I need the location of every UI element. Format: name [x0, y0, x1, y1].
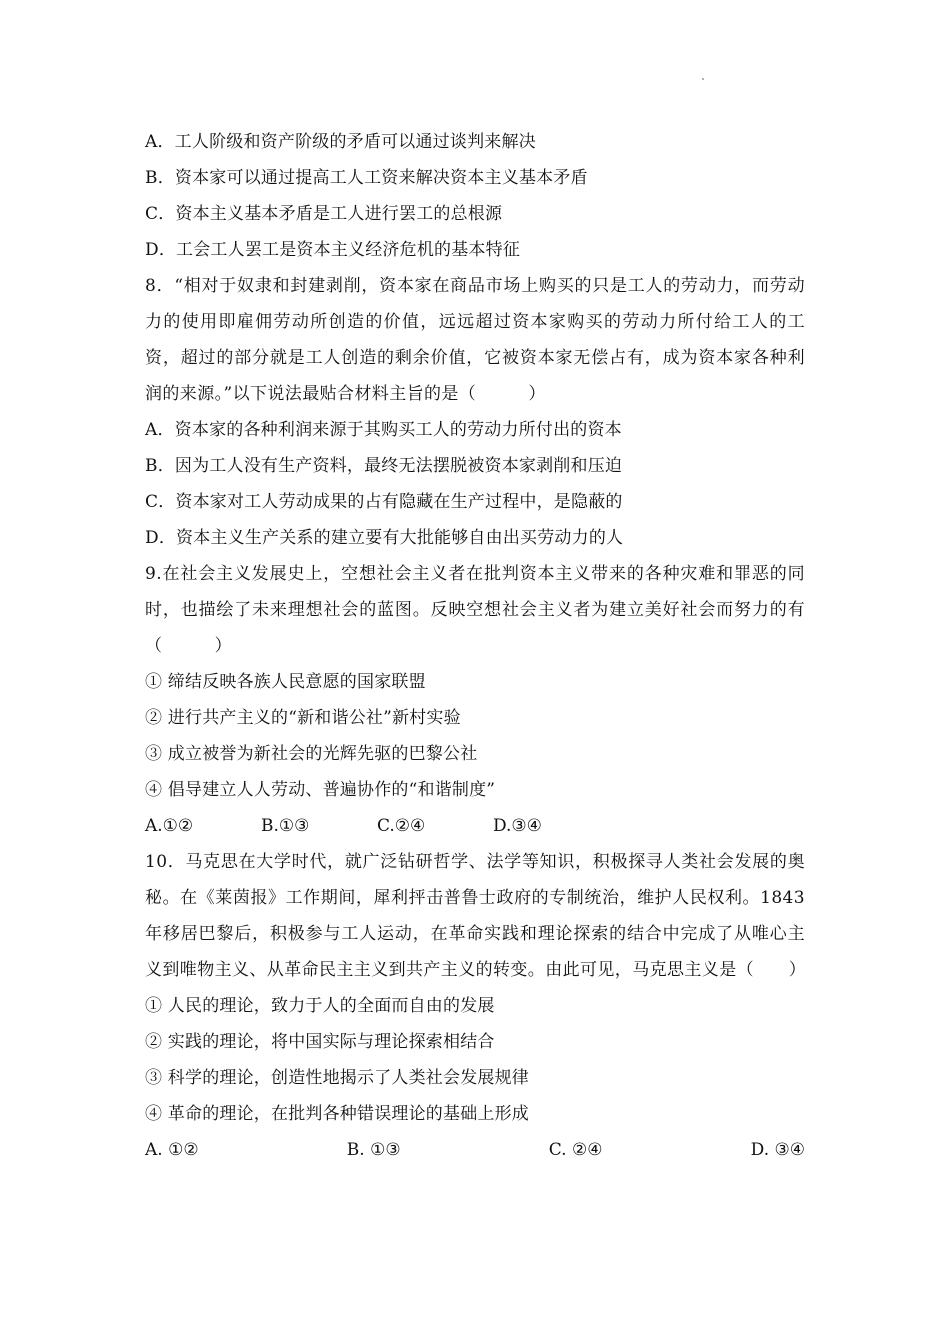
q9-item-2: ② 进行共产主义的“新和谐公社”新村实验	[145, 708, 461, 728]
page-mark	[702, 78, 704, 80]
q7-option-c: C．资本主义基本矛盾是工人进行罢工的总根源	[145, 204, 503, 224]
exam-page	[145, 124, 805, 1168]
q8-stem: 8．“相对于奴隶和封建剥削，资本家在商品市场上购买的只是工人的劳动力，而劳动力的使用即雇佣劳动所创造的价值，远远超过资本家购买的劳动力所付给工人的工资，超过的部分就是工人创造的剩余价值，它被资本家无偿占有，成为资本家各种利润的来源。”以下说法最贴合材料主旨的是（ ）	[145, 276, 805, 404]
question-9	[145, 556, 805, 844]
q9-item-4: ④ 倡导建立人人劳动、普遍协作的“和谐制度”	[145, 780, 496, 800]
q9-item-1: ① 缔结反映各族人民意愿的国家联盟	[145, 672, 426, 692]
q10-option-c: C. ②④	[548, 1140, 603, 1160]
q10-option-d: D. ③④	[750, 1140, 805, 1160]
q9-stem: 9.在社会主义发展史上，空想社会主义者在批判资本主义带来的各种灾难和罪恶的同时，也描绘了未来理想社会的蓝图。反映空想社会主义者为建立美好社会而努力的有（ ）	[145, 564, 805, 656]
q10-item-2: ② 实践的理论，将中国实际与理论探索相结合	[145, 1032, 495, 1052]
q9-item-3: ③ 成立被誉为新社会的光辉先驱的巴黎公社	[145, 744, 478, 764]
q8-option-a: A．资本家的各种利润来源于其购买工人的劳动力所付出的资本	[145, 420, 622, 440]
q7-options	[145, 124, 805, 268]
q8-option-d: D．资本主义生产关系的建立要有大批能够自由出买劳动力的人	[145, 528, 624, 548]
q10-option-a: A. ①②	[145, 1140, 199, 1160]
question-10	[145, 844, 805, 1168]
q10-item-3: ③ 科学的理论，创造性地揭示了人类社会发展规律	[145, 1068, 530, 1088]
q7-option-a: A．工人阶级和资产阶级的矛盾可以通过谈判来解决	[145, 132, 536, 152]
q9-option-d: D.③④	[493, 816, 542, 836]
q9-option-c: C.②④	[377, 816, 426, 836]
q8-option-b: B．因为工人没有生产资料，最终无法摆脱被资本家剥削和压迫	[145, 456, 623, 476]
q7-option-d: D．工会工人罢工是资本主义经济危机的基本特征	[145, 240, 521, 260]
q10-options	[145, 1132, 805, 1168]
q9-options	[145, 808, 805, 844]
question-8	[145, 268, 805, 556]
q10-item-4: ④ 革命的理论，在批判各种错误理论的基础上形成	[145, 1104, 530, 1124]
q9-option-a: A.①②	[145, 816, 194, 836]
q8-option-c: C．资本家对工人劳动成果的占有隐藏在生产过程中，是隐蔽的	[145, 492, 623, 512]
q10-item-1: ① 人民的理论，致力于人的全面而自由的发展	[145, 996, 495, 1016]
q10-option-b: B. ①③	[346, 1140, 401, 1160]
q10-stem: 10．马克思在大学时代，就广泛钻研哲学、法学等知识，积极探寻人类社会发展的奥秘。在《莱茵报》工作期间，犀利抨击普鲁士政府的专制统治，维护人民权利。1843年移居巴黎后，积极参与工人运动，在革命实践和理论探索的结合中完成了从唯心主义到唯物主义、从革命民主主义到共产主义的转变。由此可见，马克思主义是（ ）	[145, 852, 807, 980]
q7-option-b: B．资本家可以通过提高工人工资来解决资本主义基本矛盾	[145, 168, 588, 188]
q9-option-b: B.①③	[261, 816, 310, 836]
